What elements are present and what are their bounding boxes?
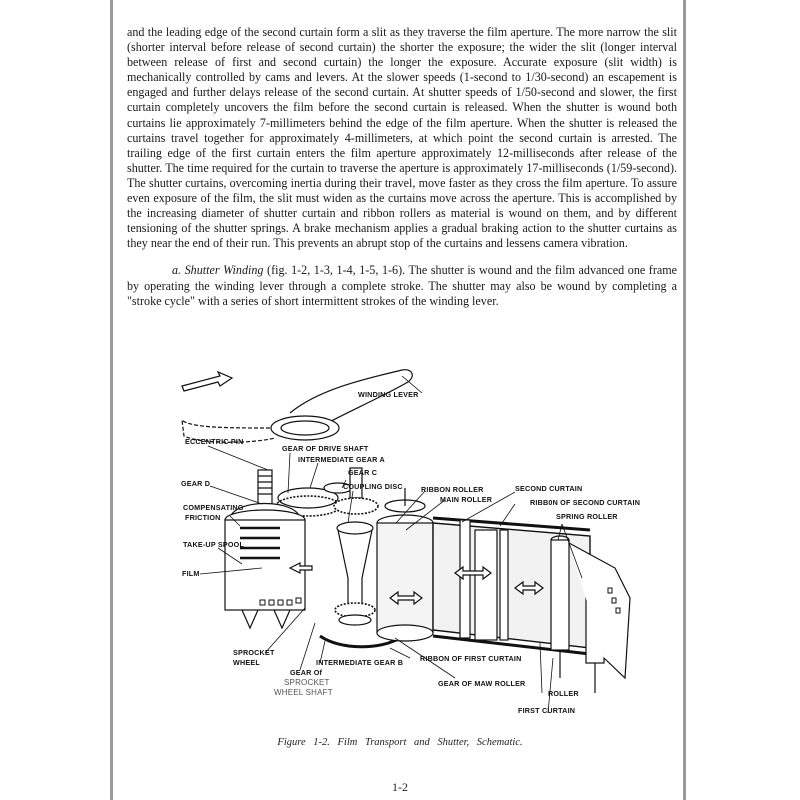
label-sprocket-wheel-line1: SPROCKET (233, 648, 275, 657)
label-first-curtain: FIRST CURTAIN (518, 706, 576, 715)
label-ribbon-of-second-curtain: RIBB0N OF SECOND CURTAIN (530, 498, 641, 507)
label-ribbon-of-first-curtain: RIBBON OF FIRST CURTAIN (420, 654, 522, 663)
label-spring-roller: SPRING ROLLER (556, 512, 618, 521)
body-text (127, 25, 677, 309)
label-gear-c: GEAR C (348, 468, 378, 477)
label-take-up-spool: TAKE-UP SPOOL (183, 540, 245, 549)
shutter-curtain-drawing (433, 518, 630, 693)
figure-film-transport-schematic (170, 358, 650, 728)
label-friction: FRICTION (185, 513, 221, 522)
paragraph-shutter-winding (127, 263, 677, 308)
label-sprocket-wheel-line2: WHEEL (233, 658, 260, 667)
figure-caption: Figure 1-2. Film Transport and Shutter, Schematic. (277, 737, 523, 748)
label-roller: ROLLER (548, 689, 579, 698)
label-sprocket: SPROCKET (284, 678, 330, 687)
paragraph-lead-heading: a. Shutter Winding (172, 263, 264, 278)
label-coupling-disc: COUPLING DISC (343, 482, 403, 491)
label-intermediate-gear-b: INTERMEDIATE GEAR B (316, 658, 404, 667)
label-gear-of: GEAR Of (290, 668, 323, 677)
label-compensating: COMPENSATING (183, 503, 244, 512)
label-wheel-shaft: WHEEL SHAFT (274, 688, 333, 697)
label-gear-of-main-roller: GEAR OF MAW ROLLER (438, 679, 526, 688)
label-film: FILM (182, 569, 200, 578)
label-intermediate-gear-a: INTERMEDIATE GEAR A (298, 455, 385, 464)
label-gear-of-drive-shaft: GEAR OF DRIVE SHAFT (282, 444, 369, 453)
label-main-roller: MAIN ROLLER (440, 495, 493, 504)
paragraph-body: (fig. 1-2, 1-3, 1-4, 1-5, 1-6). The shutter is wound and the film advanced one frame by operating the winding lever through a complete stroke. The shutter may also be wound by completing a "stroke cycle" with a series of short intermittent strokes of the winding lever. (127, 263, 677, 308)
main-roller-drawing (377, 488, 433, 641)
winding-lever-drawing (182, 370, 422, 443)
page-number: 1-2 (392, 780, 408, 794)
label-gear-d: GEAR D (181, 479, 211, 488)
label-winding-lever: WINDING LEVER (358, 390, 419, 399)
label-eccentric-pin: ECCENTRIC PIN (185, 437, 244, 446)
label-ribbon-roller: RIBBON ROLLER (421, 485, 484, 494)
paragraph-shutter-operation: and the leading edge of the second curtain form a slit as they traverse the film aperture. The more narrow the slit (shorter interval before release of second curtain) the shorter the exposure; the wider the slit (longer interval between release of first and second curtain) the longer the exposure. Accurate exposure (slit width) is mechanically controlled by cams and levers. At the slower speeds (1-second to 1/30-second) an escapement is engaged and further delays release of the second curtain. At shutter speeds of 1/50-second and slower, the first curtain completely uncovers the film before the second curtain is released. When the shutter is wound both curtains lie approximately 7-millimeters behind the edge of the film aperture. When the shutter is released the curtains travel together for approximately 4-millimeters, at which point the second curtain is arrested. The trailing edge of the first curtain enters the film aperture approximately 12-milliseconds after release of the shutter. The time required for the curtain to traverse the aperture is approximately 17-milliseconds (1/59-second). The shutter curtains, overcoming inertia during their travel, move faster as they cross the film aperture. To assure even exposure of the film, the slit must widen as the curtains move across the aperture. This is accomplished by the increasing diameter of shutter curtain and ribbon rollers as material is wound on them, and by different tensioning of the shutter springs. A brake mechanism applies a gradual braking action to the shutter curtains as they near the end of their run. This prevents an abrupt stop of the curtains and lessens camera vibration. (127, 25, 677, 251)
label-second-curtain: SECOND CURTAIN (515, 484, 583, 493)
